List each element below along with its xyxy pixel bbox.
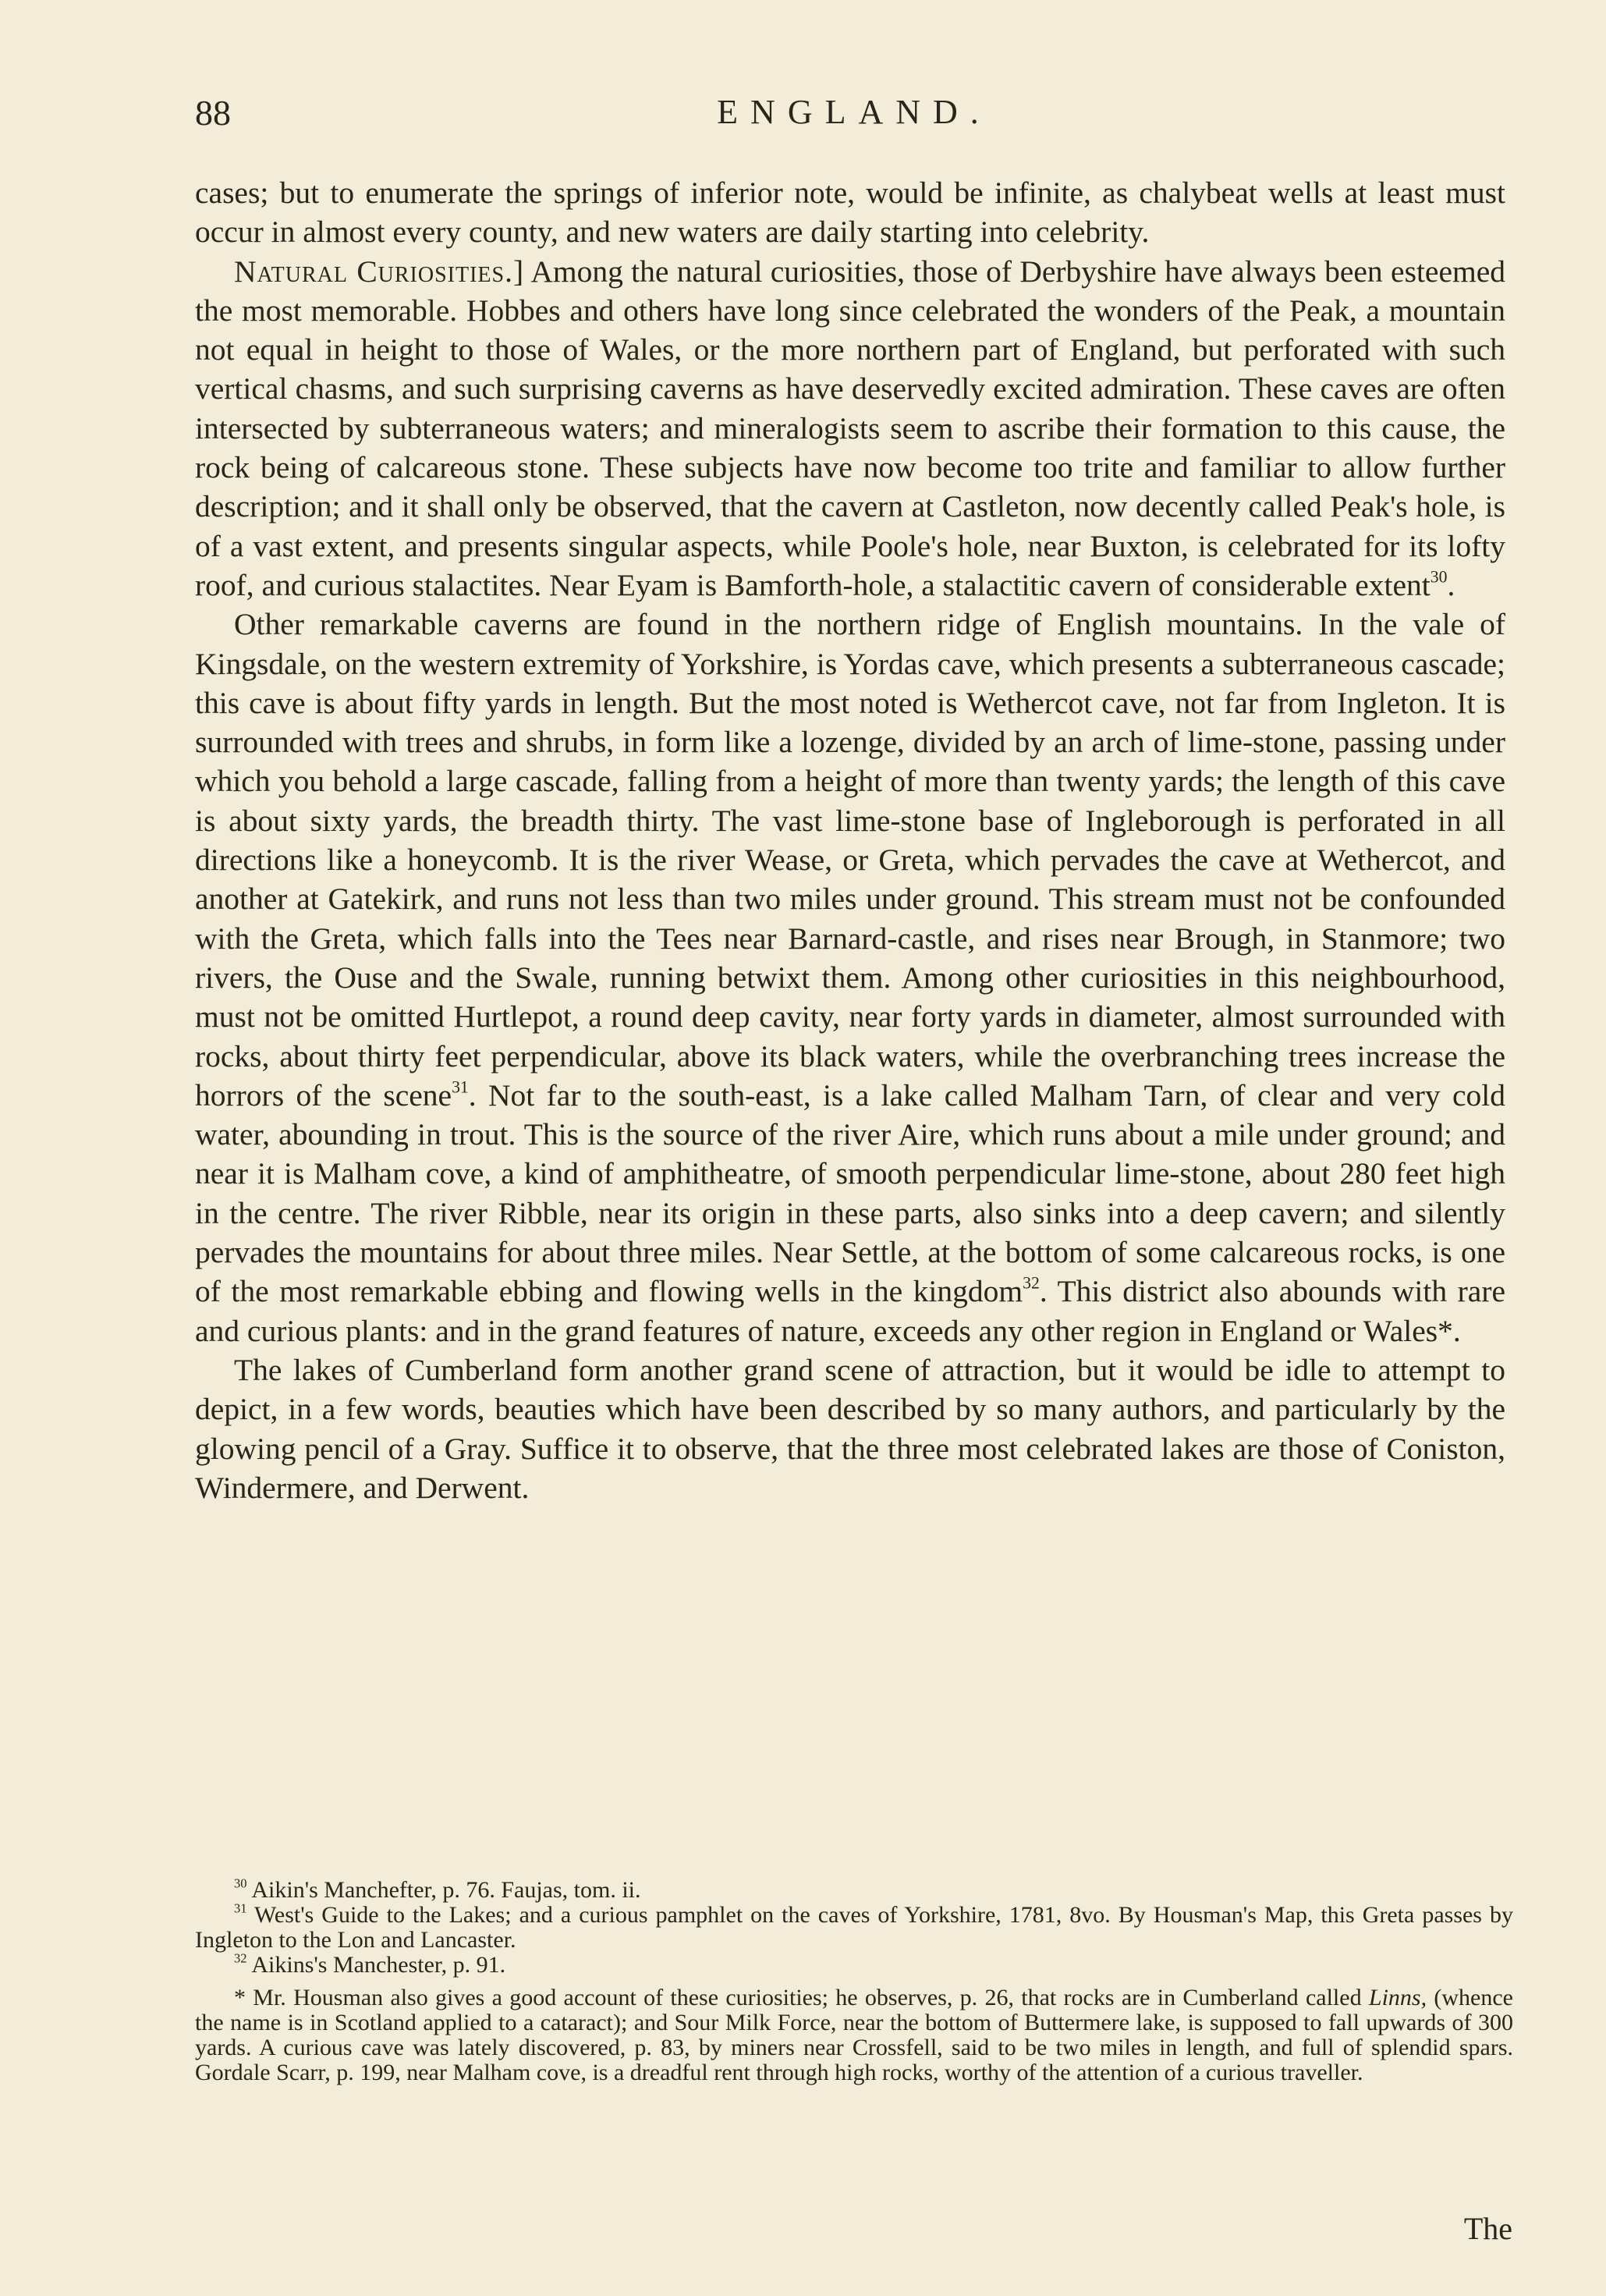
section-heading: Natural Curiosities.] — [234, 254, 525, 289]
page-header — [195, 92, 1513, 139]
footnote-30: $^{30}$ Aikin's Manchefter, p. 76. Faujas, tom. ii. — [234, 1875, 641, 1903]
paragraph-natural-curiosities: Natural Curiosities.] Among the natural curiosities, those of Derbyshire have always been esteemed the most memorable. Hobbes and others have long since celebrated the wonders of the Peak, a mountain not equal in height to those of Wales, or the more northern part of England, but perforated with such vertical chasms, and such surprising caverns as have deservedly excited admiration. These caves are often intersected by subterraneous waters; and mineralogists seem to ascribe their formation to this cause, the rock being of calcareous stone. These subjects have now become too trite and familiar to allow further description; and it shall only be observed, that the cavern at Castleton, now decently called Peak's hole, is of a vast extent, and presents singular aspects, while Poole's hole, near Buxton, is celebrated for its lofty roof, and curious stalactites. Near Eyam is Bamforth-hole, a stalactitic cavern of considerable extent$^{30}$. — [195, 254, 1505, 602]
footnotes — [195, 1875, 1513, 2085]
paragraph-caverns: Other remarkable caverns are found in the northern ridge of English mountains. In the vale of Kingsdale, on the western extremity of Yorkshire, is Yordas cave, which presents a subterraneous cascade; this cave is about fifty yards in length. But the most noted is Wethercot cave, not far from Ingleton. It is surrounded with trees and shrubs, in form like a lozenge, divided by an arch of lime-stone, passing under which you behold a large cascade, falling from a height of more than twenty yards; the length of this cave is about sixty yards, the breadth thirty. The vast lime-stone base of Ingleborough is perforated in all directions like a honeycomb. It is the river Wease, or Greta, which pervades the cave at Wethercot, and another at Gatekirk, and runs not less than two miles under ground. This stream must not be confounded with the Greta, which falls into the Tees near Barnard-castle, and rises near Brough, in Stanmore; two rivers, the Ouse and the Swale, running betwixt them. Among other curiosities in this neighbourhood, must not be omitted Hurtlepot, a round deep cavity, near forty yards in diameter, almost surrounded with rocks, about thirty feet perpendicular, above its black waters, while the overbranching trees increase the horrors of the scene$^{31}$. Not far to the south-east, is a lake called Malham Tarn, of clear and very cold water, abounding in trout. This is the source of the river Aire, which runs about a mile under ground; and near it is Malham cove, a kind of amphitheatre, of smooth perpendicular lime-stone, about 280 feet high in the centre. The river Ribble, near its origin in these parts, also sinks into a deep cavern; and silently pervades the mountains for about three miles. Near Settle, at the bottom of some calcareous rocks, is one of the most remarkable ebbing and flowing wells in the kingdom$^{32}$. This district also abounds with rare and curious plants: and in the grand features of nature, exceeds any other region in England or Wales*. — [195, 607, 1506, 1348]
footnote-ref-31: 31 — [452, 1077, 469, 1097]
footnote-ref-30: 30 — [1430, 567, 1448, 587]
main-text — [195, 173, 1505, 1507]
paragraph-lakes: The lakes of Cumberland form another grand scene of attraction, but it would be idle to attempt to depict, in a few words, beauties which have been described by so many authors, and particularly by the glowing pencil of a Gray. Suffice it to observe, that the three most celebrated lakes are those of Coniston, Windermere, and Derwent. — [195, 1352, 1505, 1505]
page-number: 88 — [195, 93, 231, 133]
catchword: The — [1463, 2211, 1512, 2246]
footnote-31: $^{31}$ West's Guide to the Lakes; and a curious pamphlet on the caves of Yorkshire, 1781, 8vo. By Housman's Map, this Greta passes by Ingleton to the Lon and Lancaster. — [195, 1900, 1513, 1953]
footnote-32: $^{32}$ Aikins's Manchester, p. 91. — [234, 1950, 506, 1978]
footnote-ref-32: 32 — [1023, 1274, 1040, 1293]
paragraph-springs: cases; but to enumerate the springs of inferior note, would be infinite, as chalybeat wells at least must occur in almost every county, and new waters are daily starting into celebrity. — [195, 176, 1505, 250]
footnote-star: * Mr. Housman also gives a good account of these curiosities; he observes, p. 26, that rocks are in Cumberland called Linns, (whence the name is in Scotland applied to a cataract); and Sour Milk Force, near the bottom of Buttermere lake, is supposed to fall upwards of 300 yards. A curious cave was lately discovered, p. 83, by miners near Crossfell, said to be two miles in length, and full of splendid spars. Gordale Scarr, p. 199, near Malham cove, is a dreadful rent through high rocks, worthy of the attention of a curious traveller. — [195, 1985, 1513, 2085]
running-title: ENGLAND. — [717, 93, 991, 131]
